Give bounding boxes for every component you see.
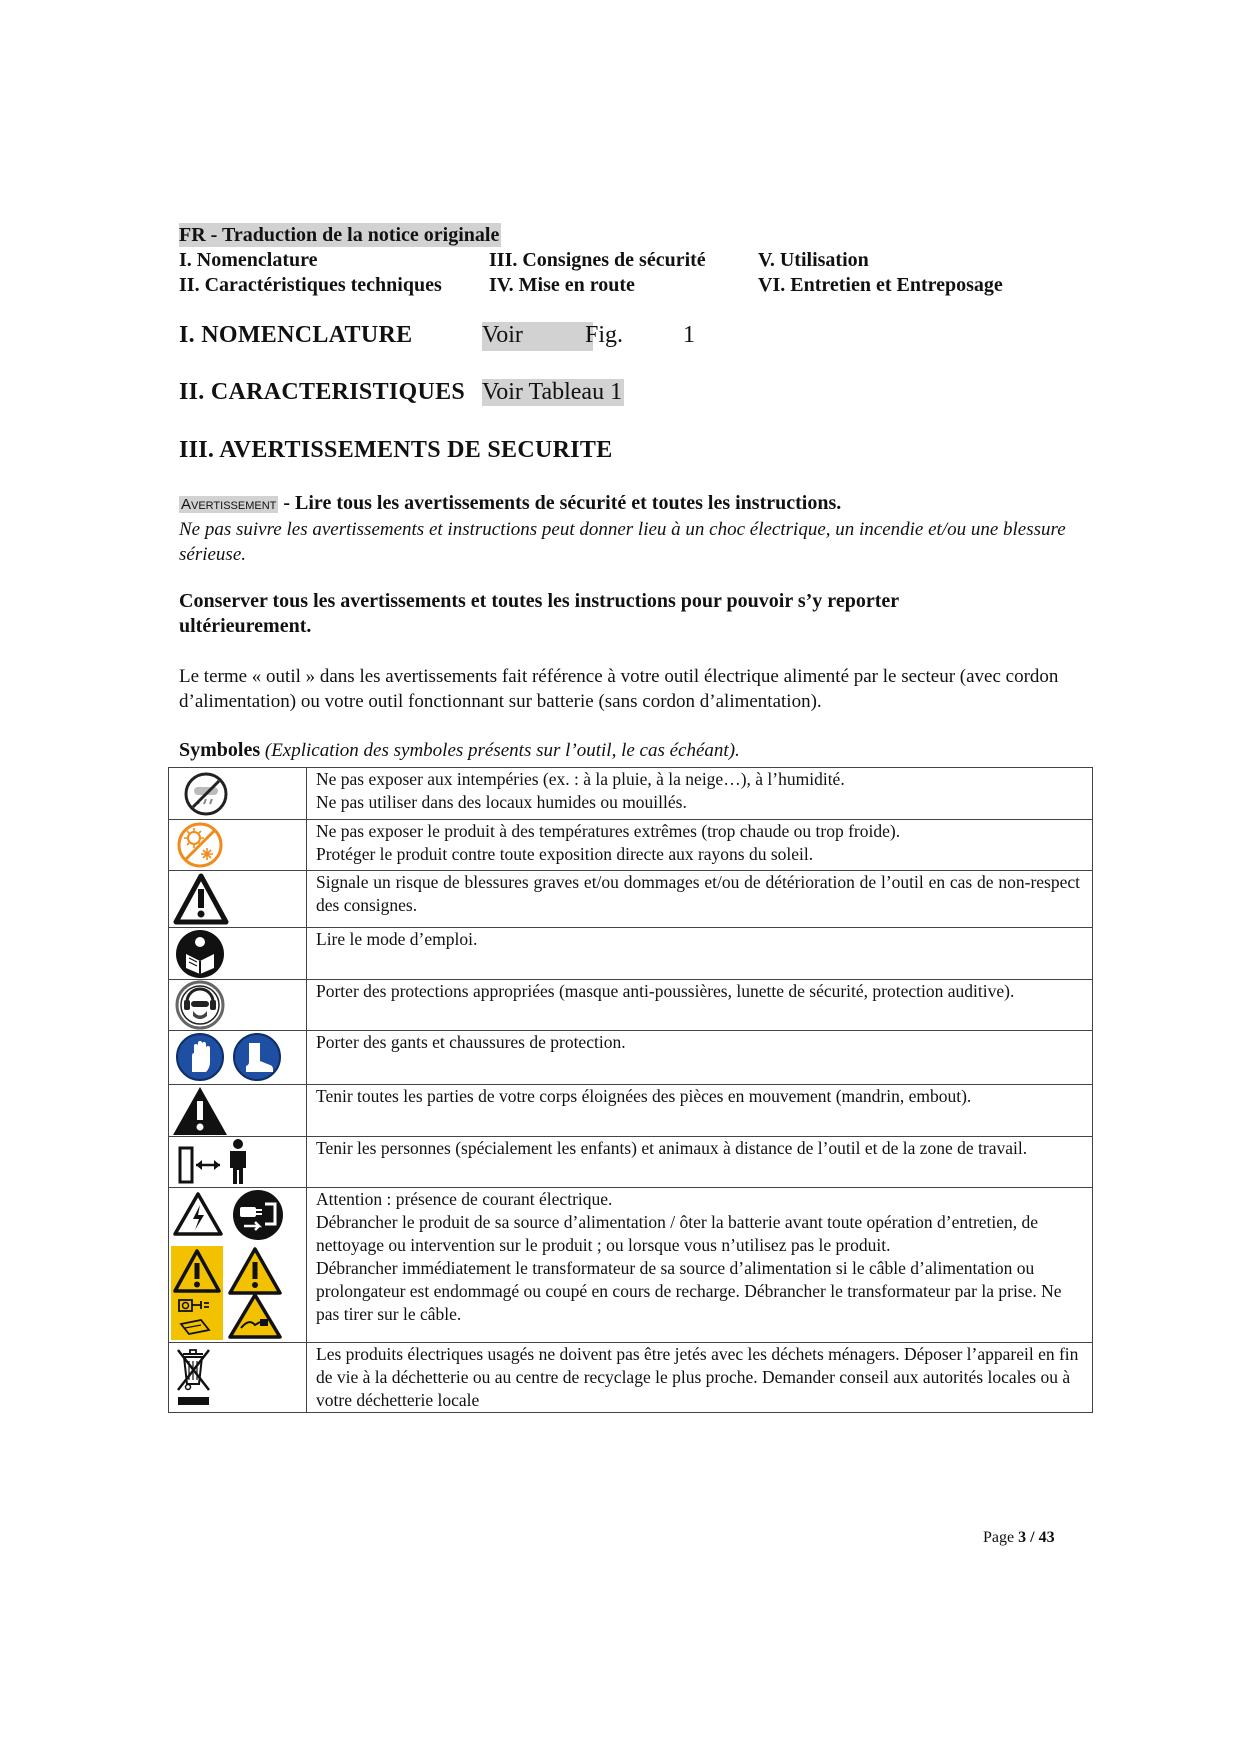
symbol-row <box>169 768 1093 820</box>
description-cell <box>307 768 1093 820</box>
description-line: Ne pas exposer aux intempéries (ex. : à la pluie, à la neige…), à l’humidité. <box>316 769 845 789</box>
nomenclature-ref-fig: Fig. <box>585 322 624 348</box>
symbol-row <box>169 928 1093 980</box>
page-number <box>983 1529 1055 1547</box>
terme-outil-paragraph: Le terme « outil » dans les avertissements fait référence à votre outil électrique alimenté par le secteur (avec cordon d’alimentation) ou votre outil fonctionnant sur batterie (sans cordon d’alimentation). <box>179 666 1059 712</box>
conserve-instructions: Conserver tous les avertissements et toutes les instructions pour pouvoir s’y reporter ultérieurement. <box>179 590 899 637</box>
description-line: Lire le mode d’emploi. <box>316 929 478 949</box>
symbols-explanation: (Explication des symboles présents sur l’outil, le cas échéant). <box>264 740 740 761</box>
symbol-row <box>169 1137 1093 1188</box>
doc-header-title: FR - Traduction de la notice originale <box>179 224 500 246</box>
charger-transformer-icon <box>171 1294 223 1340</box>
nomenclature-ref-num: 1 <box>683 322 695 348</box>
description-cell <box>307 871 1093 928</box>
description-cell <box>307 1031 1093 1085</box>
caution-warning-yellow-icon <box>227 1246 283 1296</box>
symbol-row <box>169 1343 1093 1413</box>
caracteristiques-ref: Voir Tableau 1 <box>482 379 623 405</box>
protective-equipment-icon <box>175 980 225 1030</box>
symbols-caption <box>179 738 1079 763</box>
keep-distance-icon <box>178 1138 254 1186</box>
read-manual-icon <box>174 928 226 980</box>
symbol-row <box>169 871 1093 928</box>
toc-item-nomenclature: I. Nomenclature <box>179 249 318 271</box>
description-line: Porter des protections appropriées (masque anti-poussières, lunette de sécurité, protection auditive). <box>316 981 1015 1001</box>
description-line: Les produits électriques usagés ne doivent pas être jetés avec les déchets ménagers. Déposer l’appareil en fin de vie à la déchetterie ou au centre de recyclage le plus proche. Demander conseil aux autorités locales ou à votre déchetterie locale <box>316 1344 1079 1410</box>
description-line: Tenir toutes les parties de votre corps éloignées des pièces en mouvement (mandrin, embout). <box>316 1086 972 1106</box>
icon-cell <box>169 820 307 871</box>
description-line: Ne pas exposer le produit à des températures extrêmes (trop chaude ou trop froide). <box>316 821 901 841</box>
description-cell <box>307 928 1093 980</box>
description-line: Protéger le produit contre toute exposition directe aux rayons du soleil. <box>316 844 814 864</box>
icon-cell <box>169 1137 307 1188</box>
description-cell <box>307 1085 1093 1137</box>
no-extreme-temperature-icon <box>176 821 226 869</box>
icon-cell <box>169 1085 307 1137</box>
description-cell <box>307 1137 1093 1188</box>
unplug-before-maintenance-icon <box>231 1188 285 1242</box>
page-total: 43 <box>1038 1529 1055 1546</box>
icon-cell <box>169 768 307 820</box>
toc-item-mise-en-route: IV. Mise en route <box>489 274 635 296</box>
toc-item-caracteristiques: II. Caractéristiques techniques <box>179 274 442 296</box>
icon-cell <box>169 980 307 1031</box>
warning-tag: Avertissement <box>181 496 277 513</box>
general-warning-yellow-icon <box>171 1246 223 1296</box>
description-line: Tenir les personnes (spécialement les enfants) et animaux à distance de l’outil et de la zone de travail. <box>316 1138 1028 1158</box>
symbol-row <box>169 1188 1093 1343</box>
toc-item-entretien: VI. Entretien et Entreposage <box>758 274 1003 296</box>
warning-consequence: Ne pas suivre les avertissements et instructions peut donner lieu à un choc électrique, un incendie et/ou une blessure sérieuse. <box>179 519 1066 565</box>
description-line: Ne pas utiliser dans des locaux humides ou mouillés. <box>316 792 687 812</box>
icon-cell <box>169 1188 307 1343</box>
toc-item-consignes: III. Consignes de sécurité <box>489 249 706 271</box>
page-current: 3 <box>1018 1529 1027 1546</box>
description-line: Attention : présence de courant électrique. <box>316 1189 613 1209</box>
moving-parts-warning-icon <box>171 1085 229 1137</box>
toc-item-utilisation: V. Utilisation <box>758 249 869 271</box>
page-separator: / <box>1026 1529 1039 1546</box>
electric-shock-warning-icon <box>172 1191 224 1237</box>
description-line: Débrancher le produit de sa source d’alimentation / ôter la batterie avant toute opération d’entretien, de nettoyage ou intervention sur le produit ; ou lorsque vous n’utilisez pas le produit. <box>316 1212 1039 1255</box>
symbol-row <box>169 1085 1093 1137</box>
description-cell <box>307 820 1093 871</box>
symbols-label: Symboles <box>179 739 261 761</box>
boots-icon <box>232 1032 282 1082</box>
description-cell <box>307 1188 1093 1343</box>
gloves-icon <box>175 1032 225 1082</box>
nomenclature-ref-voir: Voir <box>482 322 523 348</box>
symbol-row <box>169 820 1093 871</box>
description-cell <box>307 1343 1093 1413</box>
description-cell <box>307 980 1093 1031</box>
no-rain-icon <box>183 771 229 817</box>
nomenclature-ref-voir-box <box>482 322 593 351</box>
description-line: Signale un risque de blessures graves et/ou dommages et/ou de détérioration de l’outil en cas de non-respect des consignes. <box>316 872 1080 915</box>
damaged-cable-warning-icon <box>227 1292 283 1340</box>
description-line: Porter des gants et chaussures de protection. <box>316 1032 626 1052</box>
warning-paragraph <box>179 491 1079 517</box>
icon-cell <box>169 1031 307 1085</box>
heading-nomenclature: I. NOMENCLATURE <box>179 322 413 348</box>
symbol-row <box>169 1031 1093 1085</box>
weee-bin-icon <box>173 1344 217 1408</box>
description-line: Débrancher immédiatement le transformateur de sa source d’alimentation si le câble d’alimentation ou prolongateur est endommagé ou coupé en cours de recharge. Débrancher le transformateur par la prise. Ne pas tirer sur le câble. <box>316 1258 1062 1324</box>
icon-cell <box>169 871 307 928</box>
page-label: Page <box>983 1529 1015 1546</box>
warning-title: - Lire tous les avertissements de sécurité et toutes les instructions. <box>278 492 842 514</box>
heading-avertissements: III. AVERTISSEMENTS DE SECURITE <box>179 437 613 463</box>
warning-triangle-icon <box>173 872 229 926</box>
heading-caracteristiques: II. CARACTERISTIQUES <box>179 379 466 405</box>
icon-cell <box>169 1343 307 1413</box>
symbols-table <box>168 767 1093 1413</box>
icon-cell <box>169 928 307 980</box>
symbol-row <box>169 980 1093 1031</box>
